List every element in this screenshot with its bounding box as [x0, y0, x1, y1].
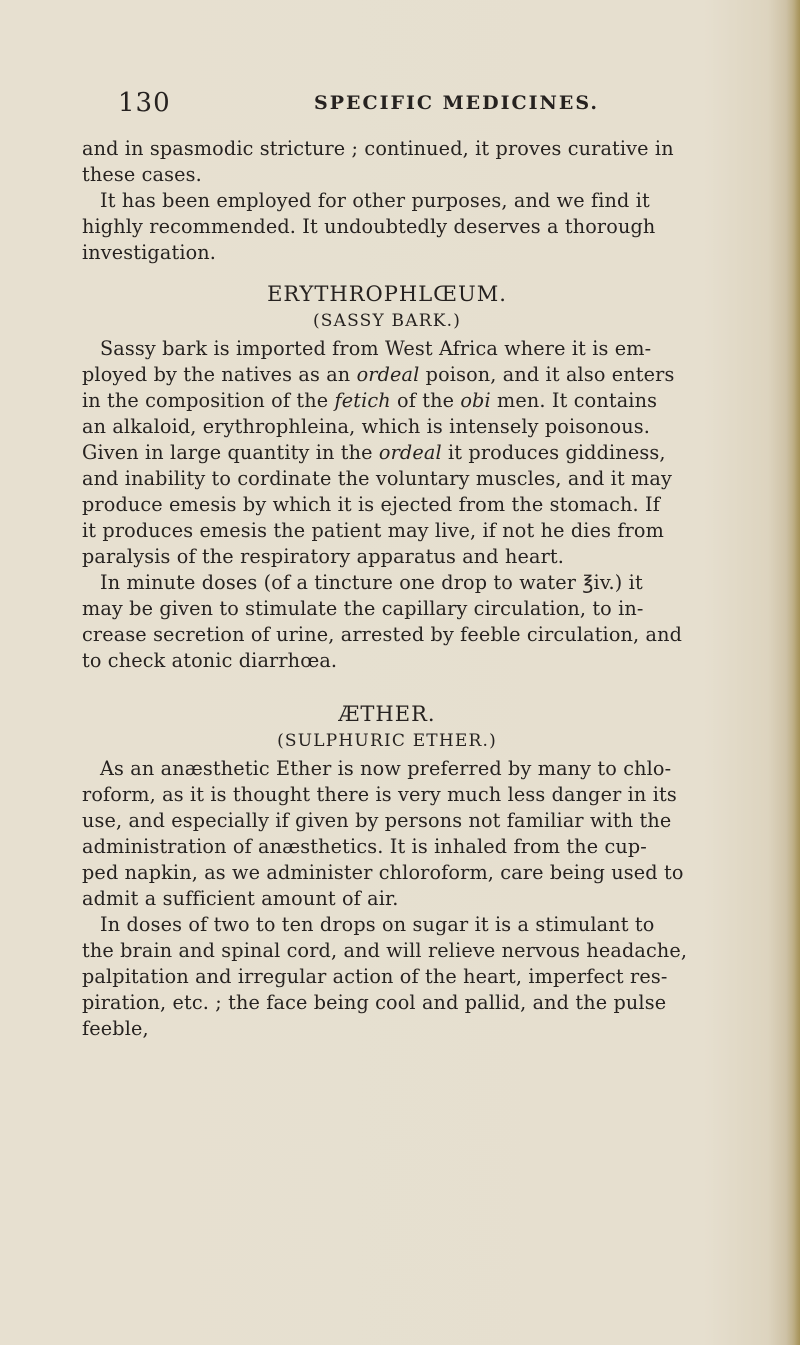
text-line [82, 388, 692, 414]
text-line: paralysis of the respiratory apparatus and heart. [82, 545, 565, 568]
text-line: it produces emesis the patient may live, if not he dies from [82, 519, 664, 542]
text-line: Sassy bark is imported from West Africa where it is em- [100, 337, 652, 360]
text-line: and in spasmodic stricture ; continued, it proves curative in [82, 137, 674, 160]
text-line: roform, as it is thought there is very much less danger in its [82, 783, 677, 806]
italic-term: obi [460, 389, 491, 412]
text-line: investigation. [82, 241, 217, 264]
page-header [118, 88, 658, 122]
section-heading-erythrophloeum: ERYTHROPHLŒUM. [267, 282, 507, 306]
text-run: in the composition of the [82, 389, 335, 412]
text-run: Given in large quantity in the [82, 441, 379, 464]
page-number: 130 [118, 88, 171, 118]
text-line: the brain and spinal cord, and will relieve nervous headache, [82, 939, 688, 962]
text-line: In minute doses (of a tincture one drop to water ℥iv.) it [100, 571, 643, 594]
italic-term: fetich [334, 389, 391, 412]
italic-term: ordeal [356, 363, 420, 386]
text-line: to check atonic diarrhœa. [82, 649, 338, 672]
text-line: use, and especially if given by persons not familiar with the [82, 809, 672, 832]
text-line: crease secretion of urine, arrested by feeble circulation, and [82, 623, 683, 646]
text-line: feeble, [82, 1017, 149, 1040]
text-line: and inability to cordinate the voluntary muscles, and it may [82, 467, 672, 490]
text-line: In doses of two to ten drops on sugar it is a stimulant to [100, 913, 655, 936]
page-body [82, 136, 692, 1042]
running-head: SPECIFIC MEDICINES. [314, 92, 600, 114]
text-run: it produces giddiness, [441, 441, 666, 464]
text-line: may be given to stimulate the capillary circulation, to in- [82, 597, 644, 620]
section-subheading-sassy-bark: (SASSY BARK.) [312, 311, 462, 331]
text-line: produce emesis by which it is ejected from the stomach. If [82, 493, 660, 516]
text-line: administration of anæsthetics. It is inhaled from the cup- [82, 835, 647, 858]
text-line [82, 440, 692, 466]
italic-term: ordeal [378, 441, 442, 464]
text-line: these cases. [82, 163, 202, 186]
text-line: It has been employed for other purposes, and we find it [100, 189, 650, 212]
text-run: ployed by the natives as an [82, 363, 357, 386]
text-line: highly recommended. It undoubtedly deserves a thorough [82, 215, 656, 238]
text-line: ped napkin, as we administer chloroform, care being used to [82, 861, 684, 884]
section-subheading-sulphuric-ether: (SULPHURIC ETHER.) [277, 731, 497, 751]
text-line [82, 362, 692, 388]
text-line: an alkaloid, erythrophleina, which is intensely poisonous. [82, 415, 650, 438]
text-line: admit a sufficient amount of air. [82, 887, 399, 910]
text-line: As an anæsthetic Ether is now preferred by many to chlo- [100, 757, 672, 780]
page-edge [786, 0, 800, 1345]
text-line: piration, etc. ; the face being cool and pallid, and the pulse [82, 991, 667, 1014]
text-run: men. It contains [490, 389, 658, 412]
text-line: palpitation and irregular action of the heart, imperfect res- [82, 965, 668, 988]
text-run: of the [390, 389, 461, 412]
text-run: poison, and it also enters [419, 363, 675, 386]
section-heading-aether: ÆTHER. [338, 702, 436, 726]
